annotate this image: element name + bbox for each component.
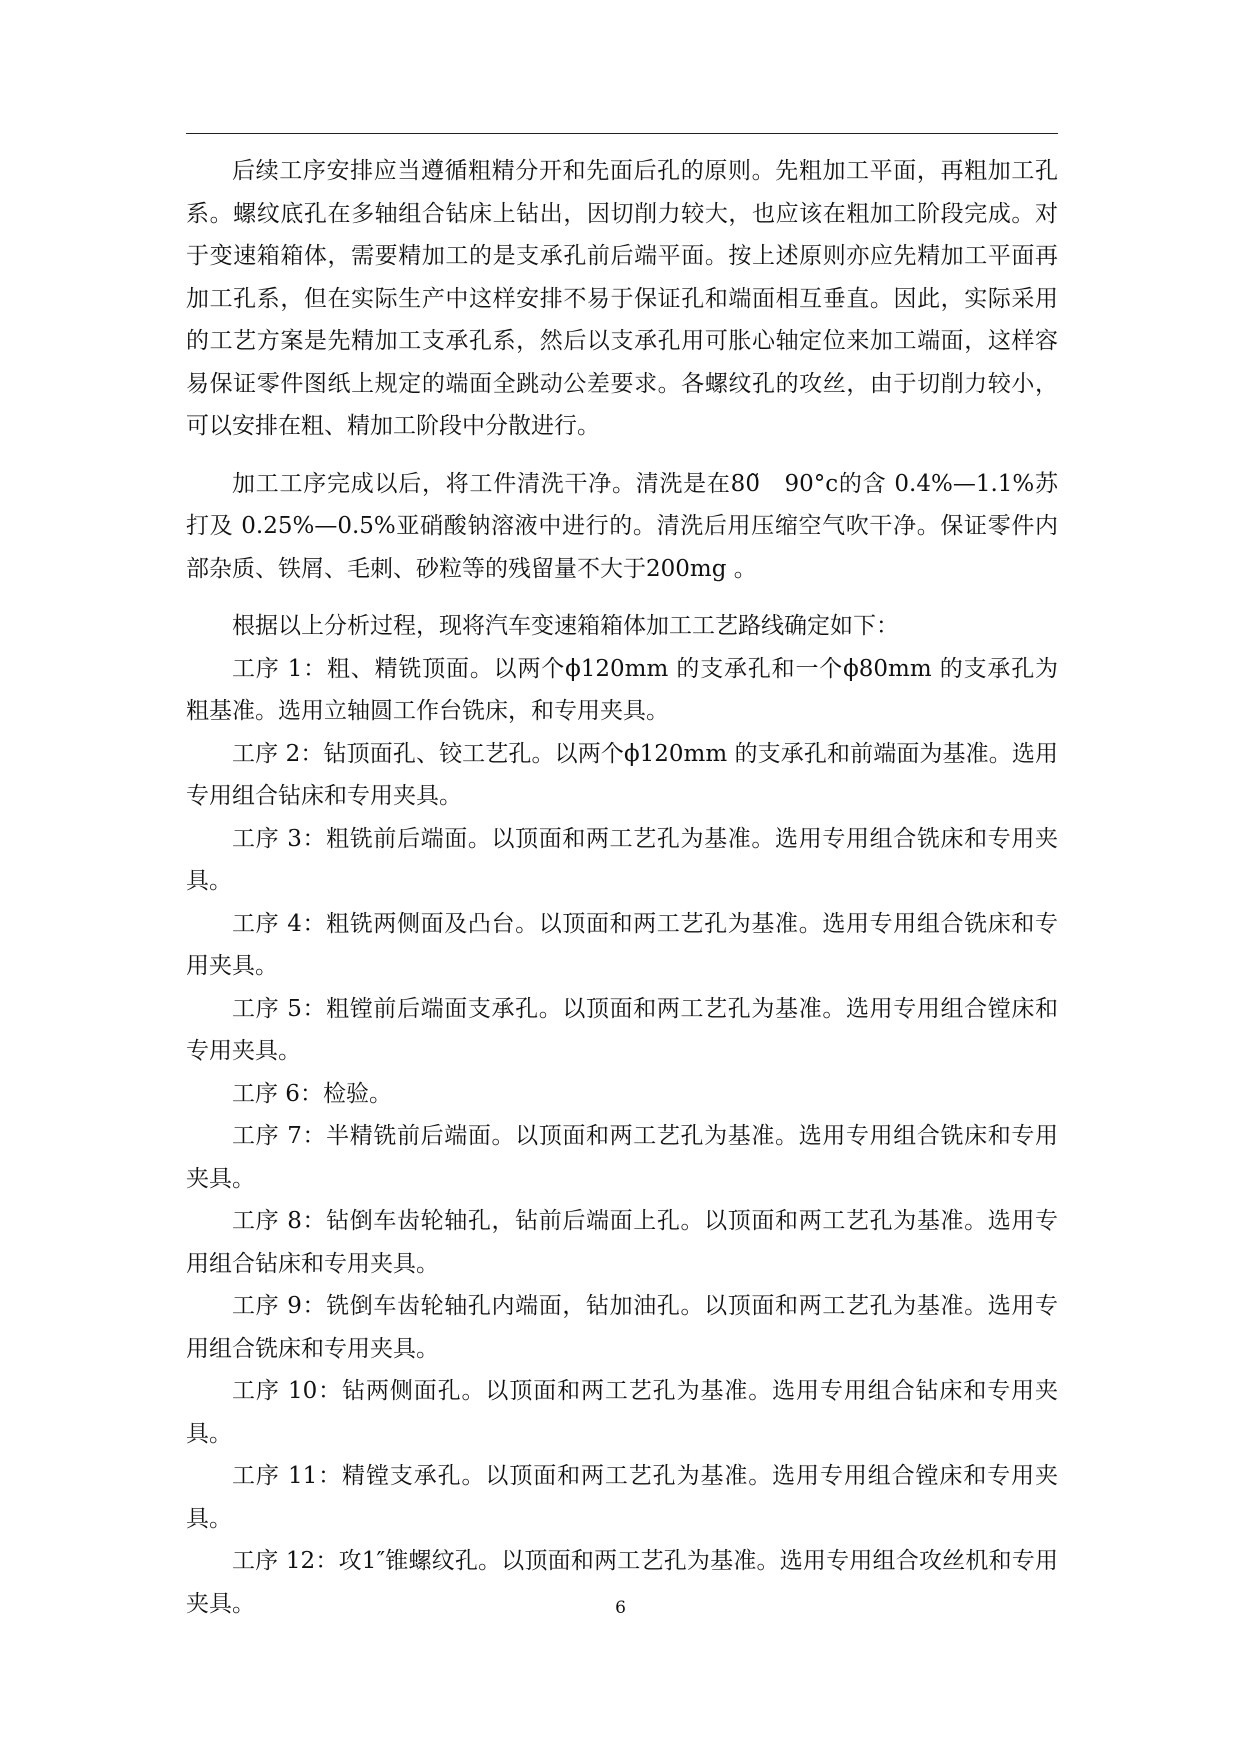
header-rule xyxy=(186,133,1058,134)
paragraph-route-intro: 根据以上分析过程，现将汽车变速箱箱体加工工艺路线确定如下： xyxy=(232,613,899,639)
process-step-12: 工序 12：攻1″锥螺纹孔。以顶面和两工艺孔为基准。选用专用组合攻丝机和专用夹具。 xyxy=(186,1548,1058,1617)
process-step-1: 工序 1：粗、精铣顶面。以两个ϕ120mm 的支承孔和一个ϕ80mm 的支承孔为粗基准。选用立轴圆工作台铣床，和专用夹具。 xyxy=(186,655,1058,724)
process-step-8: 工序 8：钻倒车齿轮轴孔，钻前后端面上孔。以顶面和两工艺孔为基准。选用专用组合钻床和专用夹具。 xyxy=(186,1208,1058,1277)
document-body xyxy=(186,150,1058,1625)
page-number: 6 xyxy=(615,1598,626,1618)
process-step-6: 工序 6：检验。 xyxy=(232,1080,392,1107)
process-step-7: 工序 7：半精铣前后端面。以顶面和两工艺孔为基准。选用专用组合铣床和专用夹具。 xyxy=(186,1123,1058,1192)
paragraph-process-sequence: 后续工序安排应当遵循粗精分开和先面后孔的原则。先粗加工平面，再粗加工孔系。螺纹底孔在多轴组合钻床上钻出，因切削力较大，也应该在粗加工阶段完成。对于变速箱箱体，需要精加工的是支承孔前后端平面。按上述原则亦应先精加工平面再加工孔系，但在实际生产中这样安排不易于保证孔和端面相互垂直。因此，实际采用的工艺方案是先精加工支承孔系，然后以支承孔用可胀心轴定位来加工端面，这样容易保证零件图纸上规定的端面全跳动公差要求。各螺纹孔的攻丝，由于切削力较小，可以安排在粗、精加工阶段中分散进行。 xyxy=(186,158,1058,439)
process-step-5: 工序 5：粗镗前后端面支承孔。以顶面和两工艺孔为基准。选用专用组合镗床和专用夹具。 xyxy=(186,995,1058,1064)
process-step-3: 工序 3：粗铣前后端面。以顶面和两工艺孔为基准。选用专用组合铣床和专用夹具。 xyxy=(186,825,1058,894)
process-step-10: 工序 10：钻两侧面孔。以顶面和两工艺孔为基准。选用专用组合钻床和专用夹具。 xyxy=(186,1378,1058,1447)
process-step-9: 工序 9：铣倒车齿轮轴孔内端面，钻加油孔。以顶面和两工艺孔为基准。选用专用组合铣床和专用夹具。 xyxy=(186,1293,1058,1362)
process-step-4: 工序 4：粗铣两侧面及凸台。以顶面和两工艺孔为基准。选用专用组合铣床和专用夹具。 xyxy=(186,910,1058,979)
process-step-11: 工序 11：精镗支承孔。以顶面和两工艺孔为基准。选用专用组合镗床和专用夹具。 xyxy=(186,1463,1058,1532)
paragraph-cleaning: 加工工序完成以后，将工件清洗干净。清洗是在80̃ 90°c的含 0.4%—1.1%苏打及 0.25%—0.5%亚硝酸钠溶液中进行的。清洗后用压缩空气吹干净。保证零件内部杂质、铁屑、毛刺、砂粒等的残留量不大于200mg 。 xyxy=(186,470,1058,582)
process-step-2: 工序 2：钻顶面孔、铰工艺孔。以两个ϕ120mm 的支承孔和前端面为基准。选用专用组合钻床和专用夹具。 xyxy=(186,740,1058,809)
